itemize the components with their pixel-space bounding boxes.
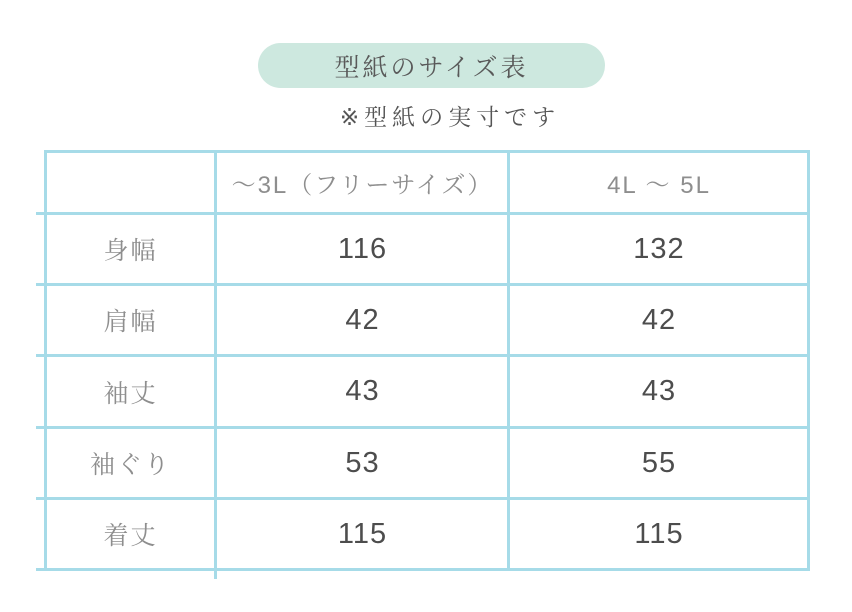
header-cell-size-4l-5l: 4L ～ 5L xyxy=(607,172,711,199)
row-label-body-width: 身幅 xyxy=(103,237,158,265)
value-cell: 53 xyxy=(345,446,380,479)
row-label-armhole: 袖ぐり xyxy=(89,451,171,479)
row-label-sleeve-length: 袖丈 xyxy=(103,379,158,408)
value-cell: 115 xyxy=(337,517,388,550)
table-border-bottom xyxy=(36,568,810,571)
value-cell: 55 xyxy=(641,446,677,479)
row-label-shoulder-width: 肩幅 xyxy=(103,308,158,336)
row-label-garment-length: 着丈 xyxy=(103,522,158,550)
value-cell: 115 xyxy=(634,517,684,550)
value-cell: 116 xyxy=(337,232,388,265)
header-cell-size-3l: ～3L（フリーサイズ） xyxy=(231,172,494,199)
title-badge xyxy=(258,43,605,88)
value-cell: 132 xyxy=(633,232,685,265)
title-badge-label: 型紙のサイズ表 xyxy=(334,53,529,82)
value-cell: 42 xyxy=(641,303,677,336)
table-border-right xyxy=(807,150,810,571)
value-cell: 42 xyxy=(345,303,380,336)
value-cell: 43 xyxy=(345,375,380,407)
value-cell: 43 xyxy=(641,375,677,407)
note-text: ※型紙の実寸です xyxy=(339,104,561,130)
header-cell-empty xyxy=(47,153,214,212)
